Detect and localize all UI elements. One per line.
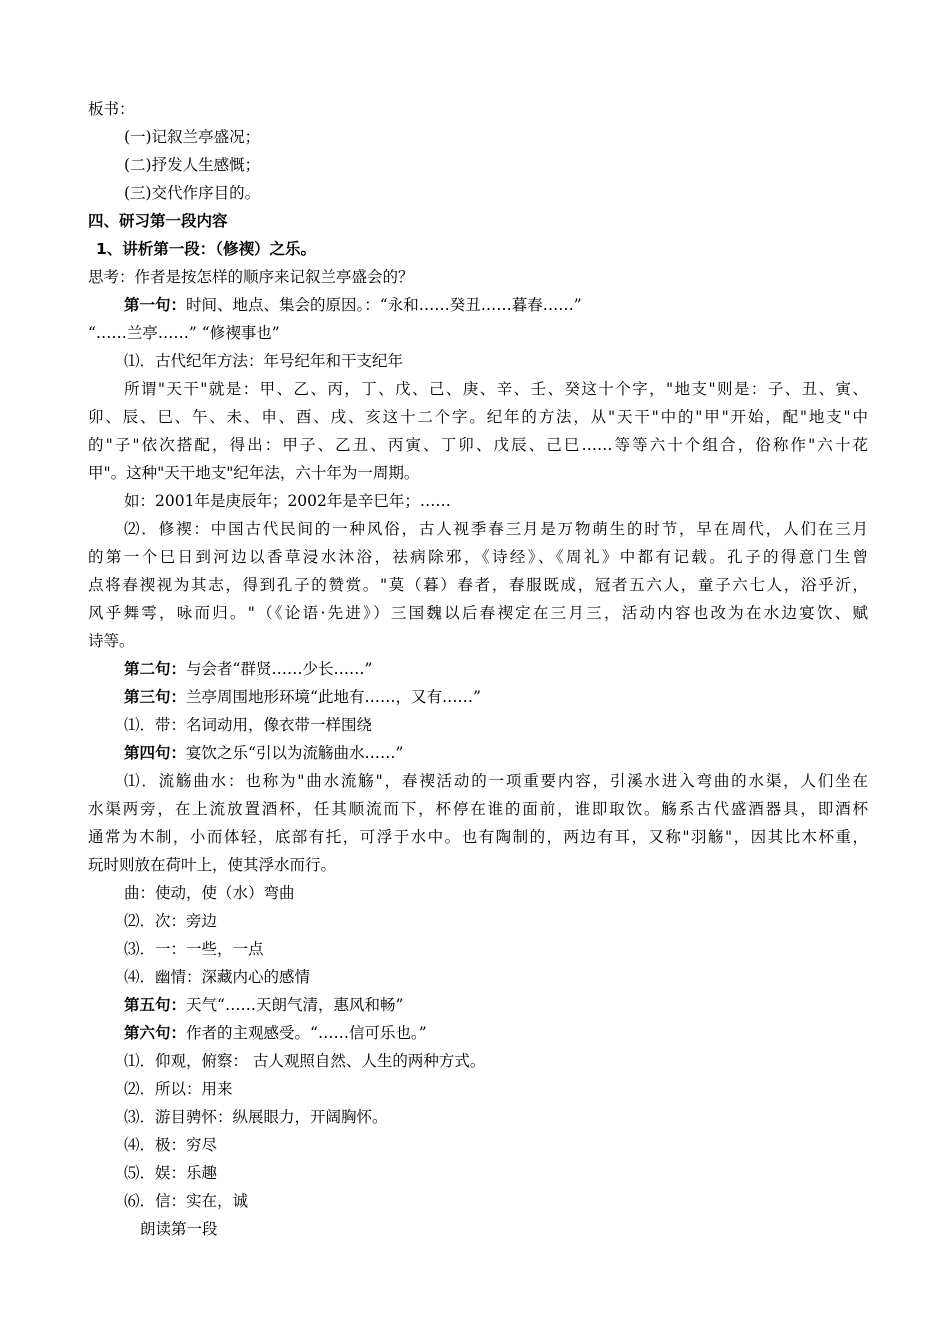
- note-line: ⑹．信：实在，诚: [124, 1192, 249, 1210]
- sentence-label: 第六句：: [124, 1024, 187, 1042]
- sentence-5: 第五句：天气“……天朗气清，惠风和畅”: [124, 996, 404, 1014]
- sentence-3: 第三句：兰亭周围地形环境“此地有……，又有……”: [124, 688, 481, 706]
- paragraph-line: 风乎舞雩，咏而归。"（《论语·先进》）三国魏以后春禊定在三月三，活动内容也改为在水边宴饮、赋: [88, 604, 868, 622]
- paragraph-line: 点将春禊视为其志，得到孔子的赞赏。"莫（暮）春者，春服既成，冠者五六人，童子六七人，浴乎沂，: [88, 576, 868, 594]
- note-line: 曲：使动，使（水）弯曲: [124, 884, 295, 902]
- paragraph-line: 水渠两旁，在上流放置酒杯，任其顺流而下，杯停在谁的面前，谁即取饮。觞系古代盛酒器具，即酒杯: [88, 800, 868, 818]
- sentence-2: 第二句：与会者“群贤……少长……”: [124, 660, 373, 678]
- note-calendar: ⑴．古代纪年方法：年号纪年和干支纪年: [124, 352, 404, 370]
- note-line: ⑴．仰观，俯察： 古人观照自然、人生的两种方式。: [124, 1052, 486, 1070]
- closing-line: 朗读第一段: [140, 1220, 218, 1238]
- note-line: ⑶．一：一些，一点: [124, 940, 264, 958]
- paragraph-line: 甲"。这种"天干地支"纪年法，六十年为一周期。: [88, 464, 420, 482]
- paragraph-line: ⑵．修禊：中国古代民间的一种风俗，古人视季春三月是万物萌生的时节，早在周代，人们在三月: [124, 520, 868, 538]
- note-line: ⑵．所以：用来: [124, 1080, 233, 1098]
- paragraph-line: 的"子"依次搭配，得出：甲子、乙丑、丙寅、丁卯、戊辰、己巳……等等六十个组合，俗称作"六十花: [88, 436, 868, 454]
- sentence-label: 第二句：: [124, 660, 187, 678]
- question: 思考：作者是按怎样的顺序来记叙兰亭盛会的？: [88, 268, 414, 286]
- quote-line: “……兰亭……” “修禊事也”: [88, 324, 280, 342]
- note-line: ⑷．幽情：深藏内心的感情: [124, 968, 311, 986]
- sentence-6: 第六句：作者的主观感受。“……信可乐也。”: [124, 1024, 427, 1042]
- section-heading: 四、研习第一段内容: [88, 212, 228, 230]
- sentence-label: 第一句：: [124, 296, 187, 314]
- board-item-2: (二)抒发人生感慨；: [124, 156, 261, 174]
- note-line: ⑷．极：穷尽: [124, 1136, 218, 1154]
- sentence-label: 第五句：: [124, 996, 187, 1014]
- paragraph-line: ⑴．流觞曲水：也称为"曲水流觞"，春禊活动的一项重要内容，引溪水进入弯曲的水渠，人们坐在: [124, 772, 868, 790]
- sentence-label: 第三句：: [124, 688, 187, 706]
- note-line: ⑶．游目骋怀：纵展眼力，开阔胸怀。: [124, 1108, 388, 1126]
- board-heading: 板书：: [88, 100, 135, 118]
- note-line: ⑸．娱：乐趣: [124, 1164, 218, 1182]
- sentence-4: 第四句：宴饮之乐“引以为流觞曲水……”: [124, 744, 404, 762]
- paragraph-line: 通常为木制，小而体轻，底部有托，可浮于水中。也有陶制的，两边有耳，又称"羽觞"，因其比木杯重，: [88, 828, 868, 846]
- paragraph-line: 所谓"天干"就是：甲、乙、丙，丁、戊、己、庚、辛、壬、癸这十个字，"地支"则是：子、丑、寅、: [124, 380, 868, 398]
- note-line: ⑴．带：名词动用，像衣带一样围绕: [124, 716, 373, 734]
- subsection-heading: 1、讲析第一段：（修禊）之乐。: [96, 240, 317, 258]
- paragraph-line: 的第一个巳日到河边以香草浸水沐浴，祛病除邪，《诗经》、《周礼》中都有记载。孔子的得意门生曾: [88, 548, 868, 566]
- board-item-1: (一)记叙兰亭盛况；: [124, 128, 261, 146]
- paragraph-line: 卯、辰、巳、午、未、申、酉、戌、亥这十二个字。纪年的方法，从"天干"中的"甲"开始，配"地支"中: [88, 408, 868, 426]
- board-item-3: (三)交代作序目的。: [124, 184, 261, 202]
- note-line: ⑵．次：旁边: [124, 912, 218, 930]
- sentence-label: 第四句：: [124, 744, 187, 762]
- sentence-1: 第一句：时间、地点、集会的原因。：“永和……癸丑……暮春……”: [124, 296, 582, 314]
- example-line: 如：2001年是庚辰年；2002年是辛巳年；……: [124, 492, 451, 510]
- paragraph-line: 诗等。: [88, 632, 135, 650]
- paragraph-line: 玩时则放在荷叶上，使其浮水而行。: [88, 856, 337, 874]
